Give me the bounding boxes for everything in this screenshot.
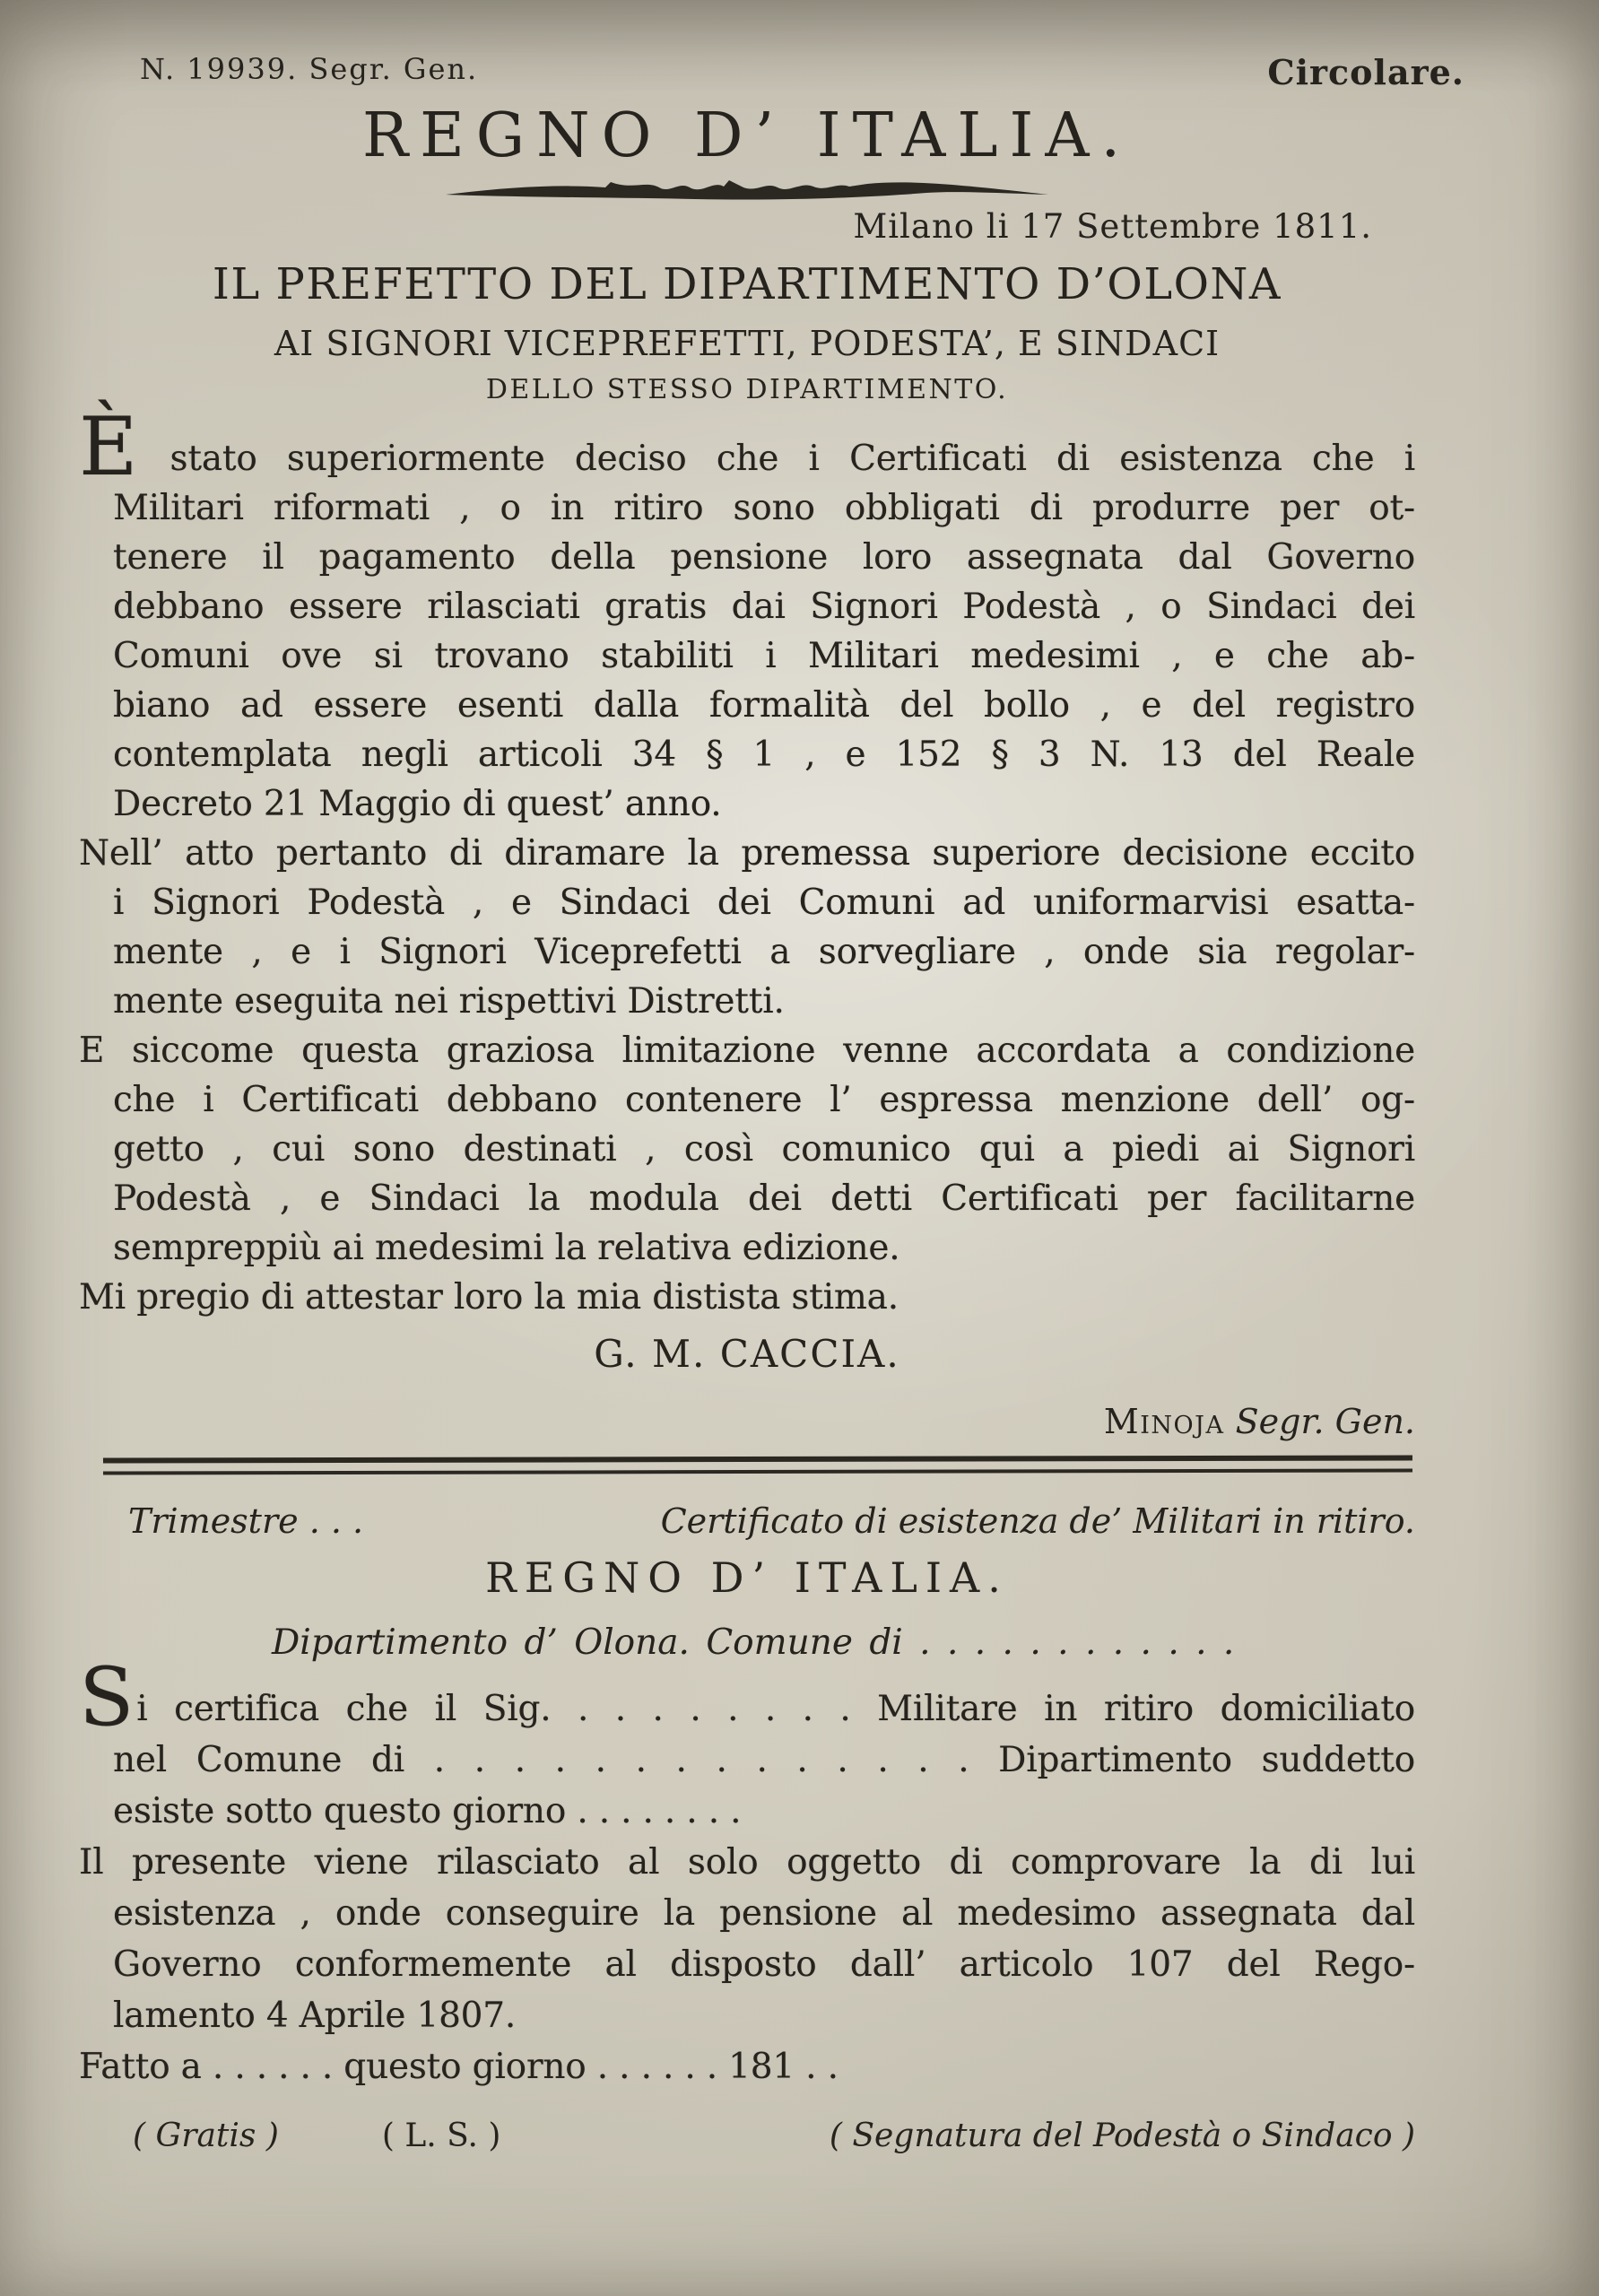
paragraph [79,1273,1415,1322]
department-heading: DELLO STESSO DIPARTIMENTO. [485,374,1009,405]
paragraph [79,1651,1415,1837]
text-line: Si certifica che il Sig. . . . . . . . . Militare in ritiro domiciliato [79,1651,1415,1745]
text-line: lamento 4 Aprile 1807. [113,1996,517,2036]
certificate-kingdom-title: REGNO D’ ITALIA. [485,1553,1009,1602]
certificate-paragraphs [79,1651,1415,2092]
dateline: Milano li 17 Settembre 1811. [853,207,1372,246]
text-line: getto , cui sono destinati , così comunico qui a piedi ai Signori [113,1129,1415,1170]
text-line: mente , e i Signori Viceprefetti a sorvegliare , onde sia regolar- [113,932,1415,972]
certificate-footer-row [79,2116,1415,2157]
letter-paragraphs [79,401,1415,1322]
text-line: Decreto 21 Maggio di quest’ anno. [113,784,722,824]
text-line: Fatto a . . . . . . questo giorno . . . . . . 181 . . [79,2047,839,2087]
certificate-form [79,1500,1415,2157]
drop-cap-initial: È [79,401,138,495]
sender-heading: IL PREFETTO DEL DIPARTIMENTO D’OLONA [212,259,1282,309]
text-line: biano ad essere esenti dalla formalità del bollo , e del registro [113,685,1415,726]
text-line: nel Comune di . . . . . . . . . . . . . . Dipartimento suddetto [113,1740,1415,1780]
countersignature [79,1401,1415,1442]
certificate-department-line: Dipartimento d’ Olona. Comune di . . . . . . . . . . . . [272,1622,1235,1663]
text-line: Comuni ove si trovano stabiliti i Militari medesimi , e che ab- [113,636,1415,676]
paragraph [79,401,1415,829]
text-line: i Signori Podestà , e Sindaci dei Comuni ad uniformarvisi esatta- [113,883,1415,923]
title-flourish-ornament [79,176,1415,206]
text-line: esistenza , onde conseguire la pensione al medesimo assegnata dal [113,1893,1415,1934]
text-line: sempreppiù ai medesimi la relativa edizione. [113,1228,900,1268]
header-row [79,52,1464,93]
paragraph [79,829,1415,1026]
text-line: Militari riformati , o in ritiro sono obbligati di produrre per ot- [113,488,1415,528]
paragraph [79,1026,1415,1273]
text-line: che i Certificati debbano contenere l’ espressa menzione dell’ og- [113,1080,1415,1120]
reference-number: N. 19939. Segr. Gen. [140,52,479,86]
text-line: Governo conformemente al disposto dall’ articolo 107 del Rego- [113,1944,1415,1985]
text-line: Il presente viene rilasciato al solo oggetto di comprovare la di lui [79,1842,1415,1883]
letter-body [79,401,1415,1442]
text-line: tenere il pagamento della pensione loro assegnata dal Governo [113,537,1415,578]
text-line: È stato superiormente deciso che i Certificati di esistenza che i [79,401,1415,495]
drop-cap-initial: S [79,1651,135,1745]
addressees-heading: AI SIGNORI VICEPREFETTI, PODESTA’, E SINDACI [274,324,1221,363]
section-divider-rule [103,1455,1412,1474]
circolare-label: Circolare. [1267,52,1464,92]
paragraph [79,2041,1415,2092]
text-line: Mi pregio di attestar loro la mia distista stima. [79,1277,899,1318]
trimestre-field: Trimestre . . . [128,1501,364,1541]
gratis-note: ( Gratis ) [133,2118,279,2154]
flourish-icon [442,176,1052,206]
certificate-header-row [79,1500,1415,1542]
countersignature-title: Segr. Gen. [1235,1402,1415,1441]
text-line: mente eseguita nei rispettivi Distretti. [113,981,785,1022]
signature-name: G. M. CACCIA. [594,1332,900,1376]
certificate-caption: Certificato di esistenza de’ Militari in ritiro. [660,1501,1415,1541]
text-line: esiste sotto questo giorno . . . . . . . . [113,1791,742,1831]
text-line: contemplata negli articoli 34 § 1 , e 152 § 3 N. 13 del Reale [113,735,1415,775]
text-line: E siccome questa graziosa limitazione venne accordata a condizione [79,1031,1415,1071]
text-line: Podestà , e Sindaci la modula dei detti Certificati per facilitarne [113,1178,1415,1219]
kingdom-title: REGNO D’ ITALIA. [361,100,1133,171]
paragraph [79,1837,1415,2041]
text-line: Nell’ atto pertanto di diramare la premessa superiore decisione eccito [79,833,1415,874]
locus-sigilli-note: ( L. S. ) [381,2118,501,2154]
podesta-signature-note: ( Segnatura del Podestà o Sindaco ) [829,2118,1415,2154]
text-line: debbano essere rilasciati gratis dai Signori Podestà , o Sindaci dei [113,587,1415,627]
countersignature-name: Minoja [1103,1402,1225,1441]
